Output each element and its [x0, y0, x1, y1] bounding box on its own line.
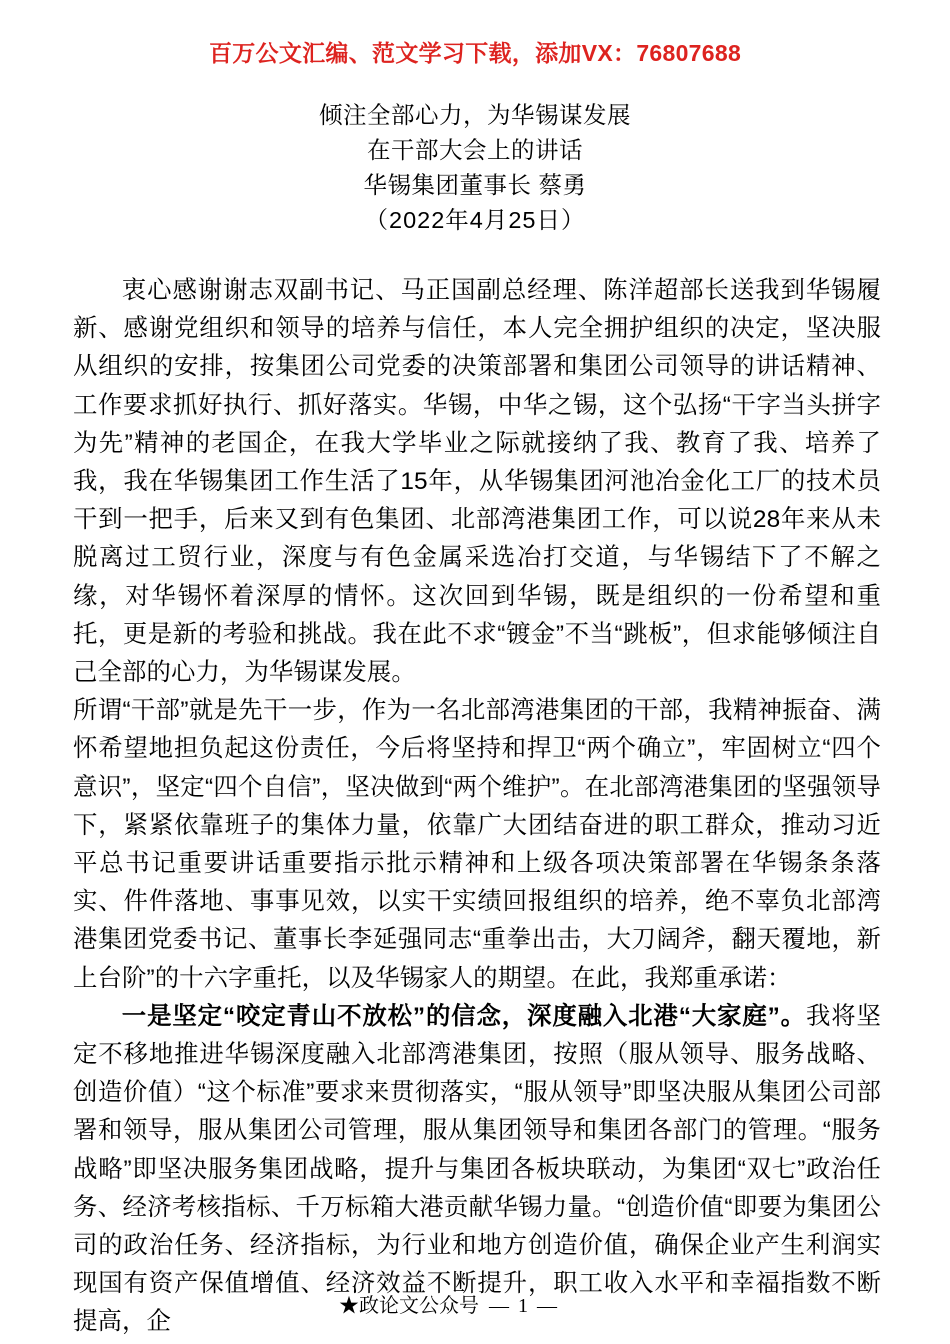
document-title-main: 倾注全部心力，为华锡谋发展 [319, 102, 631, 128]
body-paragraph-2: 所谓“干部”就是先干一步，作为一名北部湾港集团的干部，我精神振奋、满怀希望地担负起这份责任，今后将坚持和捍卫“两个确立”，牢固树立“四个意识”，坚定“四个自信”，坚决做到“两个维护”。在北部湾港集团的坚强领导下，紧紧依靠班子的集体力量，依靠广大团结奋进的职工群众，推动习近平总书记重要讲话重要指示批示精神和上级各项决策部署在华锡条条落实、件件落地、事事见效，以实干实绩回报组织的培养，绝不辜负北部湾港集团党委书记、董事长李延强同志“重拳出击，大刀阔斧，翻天覆地，新上台阶”的十六字重托，以及华锡家人的期望。在此，我郑重承诺： [73, 697, 881, 992]
promo-banner-text: 百万公文汇编、范文学习下载，添加VX：76807688 [208, 40, 742, 66]
footer-page-number: — 1 — [489, 1295, 559, 1317]
body-paragraph-3-heading: 一是坚定“咬定青山不放松”的信念，深度融入北港“大家庭”。 [121, 1002, 806, 1030]
footer-content [339, 1293, 611, 1319]
body-paragraph-3-text: 我将坚定不移地推进华锡深度融入北部湾港集团，按照（服从领导、服务战略、创造价值）“这个标准”要求来贯彻落实，“服从领导”即坚决服从集团公司部署和领导，服从集团公司管理，服从集团领导和集团各部门的管理。“服务战略”即坚决服务集团战略，提升与集团各板块联动，为集团“双七”政治任务、经济考核指标、千万标箱大港贡献华锡力量。“创造价值“即要为集团公司的政治任务、经济指标，为行业和地方创造价值，确保企业产生利润实现国有资产保值增值、经济效益不断提升，职工收入水平和幸福指数不断提高，企 [73, 1002, 881, 1336]
document-date-line: （2022年4月25日） [364, 207, 586, 233]
footer-watermark: ★政论文公众号 [339, 1295, 479, 1317]
body-paragraph-3 [73, 998, 881, 1342]
page-footer [0, 1293, 950, 1319]
body-paragraph-1: 衷心感谢谢志双副书记、马正国副总经理、陈洋超部长送我到华锡履新、感谢党组织和领导的培养与信任，本人完全拥护组织的决定，坚决服从组织的安排，按集团公司党委的决策部署和集团公司领导的讲话精神、工作要求抓好执行、抓好落实。华锡，中华之锡，这个弘扬“干字当头拼字为先”精神的老国企，在我大学毕业之际就接纳了我、教育了我、培养了我，我在华锡集团工作生活了15年，从华锡集团河池冶金化工厂的技术员干到一把手，后来又到有色集团、北部湾港集团工作，可以说28年来从未脱离过工贸行业，深度与有色金属采选冶打交道，与华锡结下了不解之缘，对华锡怀着深厚的情怀。这次回到华锡，既是组织的一份希望和重托，更是新的考验和挑战。我在此不求“镀金”不当“跳板”，但求能够倾注自己全部的心力，为华锡谋发展。 [73, 277, 881, 687]
document-body [73, 272, 881, 1342]
document-title-block [0, 98, 950, 238]
document-author-line: 华锡集团董事长 蔡勇 [363, 172, 587, 198]
document-title-subtitle: 在干部大会上的讲话 [367, 137, 583, 163]
